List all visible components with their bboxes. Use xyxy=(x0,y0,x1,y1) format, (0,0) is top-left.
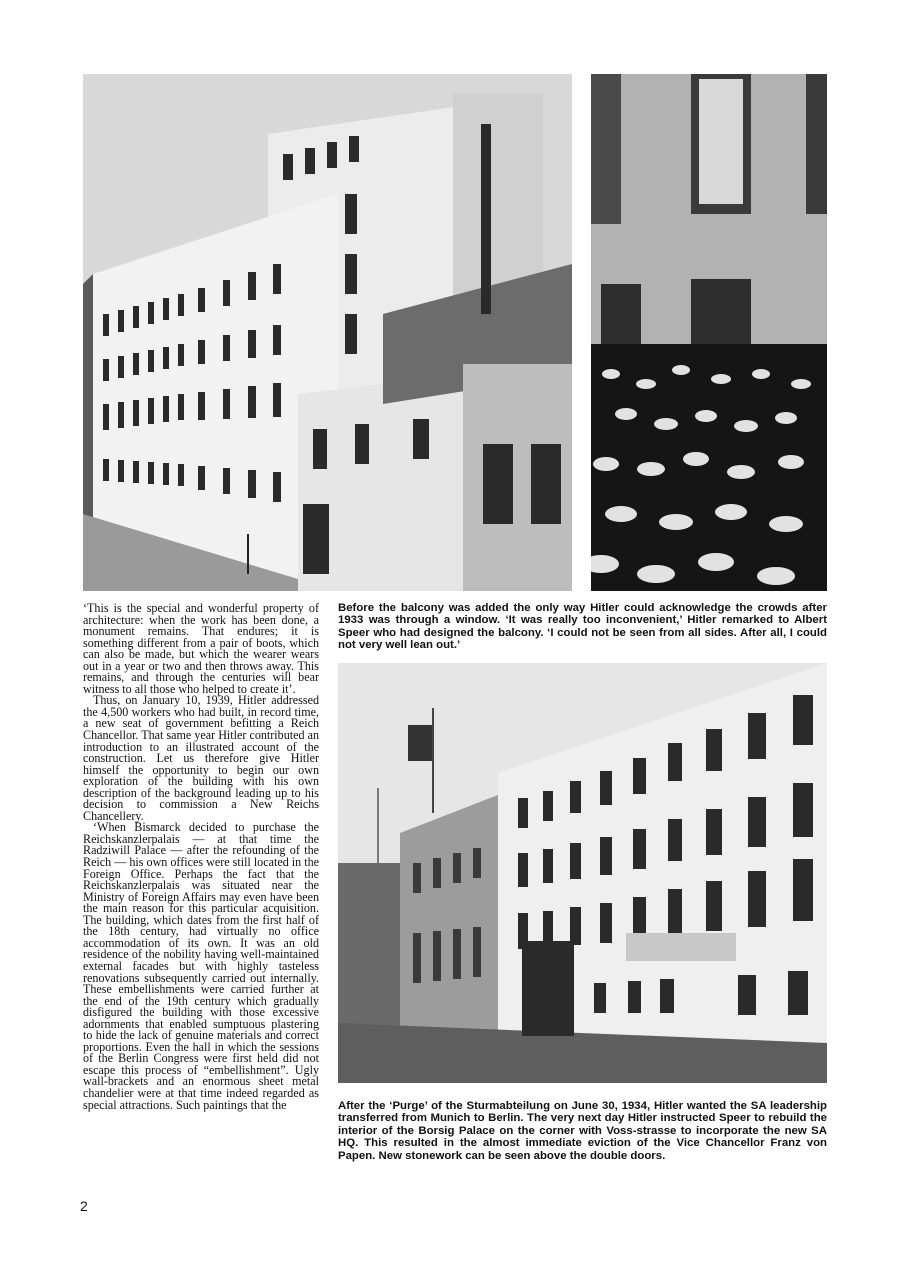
article-body xyxy=(83,603,319,1111)
borsig-illustration xyxy=(338,663,827,1083)
page-number: 2 xyxy=(80,1198,88,1214)
caption-balcony: Before the balcony was added the only way Hitler could acknowledge the crowds after 1933 was through a window. ‘It was really too inconvenient,’ Hitler remarked to Albert Speer who had designed the balcony. ‘I could not be seen from all sides. After all, I could not very well lean out.’ xyxy=(338,602,827,652)
photo-crowd-window xyxy=(591,74,827,591)
photo-chancellery-building xyxy=(83,74,572,591)
photo-borsig-palace xyxy=(338,663,827,1083)
caption-sa-hq: After the ‘Purge’ of the Sturmabteilung on June 30, 1934, Hitler wanted the SA leadership transferred from Munich to Berlin. The very next day Hitler instructed Speer to rebuild the interior of the Borsig Palace on the corner with Voss-strasse to incorporate the new SA HQ. This resulted in the almost immediate eviction of the Vice Chancellor Franz von Papen. New stonework can be seen above the double doors. xyxy=(338,1100,827,1162)
building-illustration xyxy=(83,74,572,591)
body-paragraph: ‘When Bismarck decided to purchase the Reichskanzlerpalais — at that time the Radziwill Palace — after the refounding of the Reich — his own offices were still located in the Foreign Office. Perhaps the fact that the Reichskanzlerpalais was situated near the Ministry of Foreign Affairs may even have been the main reason for this particular acquisition. The building, which dates from the first half of the 18th century, had virtually no office accommodation of its own. It was an old residence of the nobility having well-maintained external facades but with highly tasteless renovations subsequently carried out internally. These embellishments were carried further at the end of the 19th century which gradually disfigured the building with those excessive adornments that enabled sumptuous plastering to hide the lack of genuine materials and correct proportions. Even the hall in which the sessions of the Berlin Congress were first held did not escape this process of “embellishment”. Ugly wall-brackets and an enormous sheet metal chandelier were at that time indeed regarded as special attractions. Such paintings that the xyxy=(83,820,319,1112)
body-paragraph: ‘This is the special and wonderful property of architecture: when the work has been done, a monument remains. That endures; it is something different from a pair of boots, which can also be made, but which the wearer wears out in a year or two and then throws away. This remains, and through the centuries will bear witness to all those who helped to create it’. xyxy=(83,601,319,696)
body-paragraph: Thus, on January 10, 1939, Hitler addressed the 4,500 workers who had built, in record time, a new seat of government befitting a Reich Chancellor. That same year Hitler contributed an introduction to an illustrated account of the construction. Let us therefore give Hitler himself the opportunity to begin our own exploration of the building with his own description of the background leading up to his decision to commission a New Reichs Chancellery. xyxy=(83,693,319,823)
crowd-illustration xyxy=(591,74,827,591)
